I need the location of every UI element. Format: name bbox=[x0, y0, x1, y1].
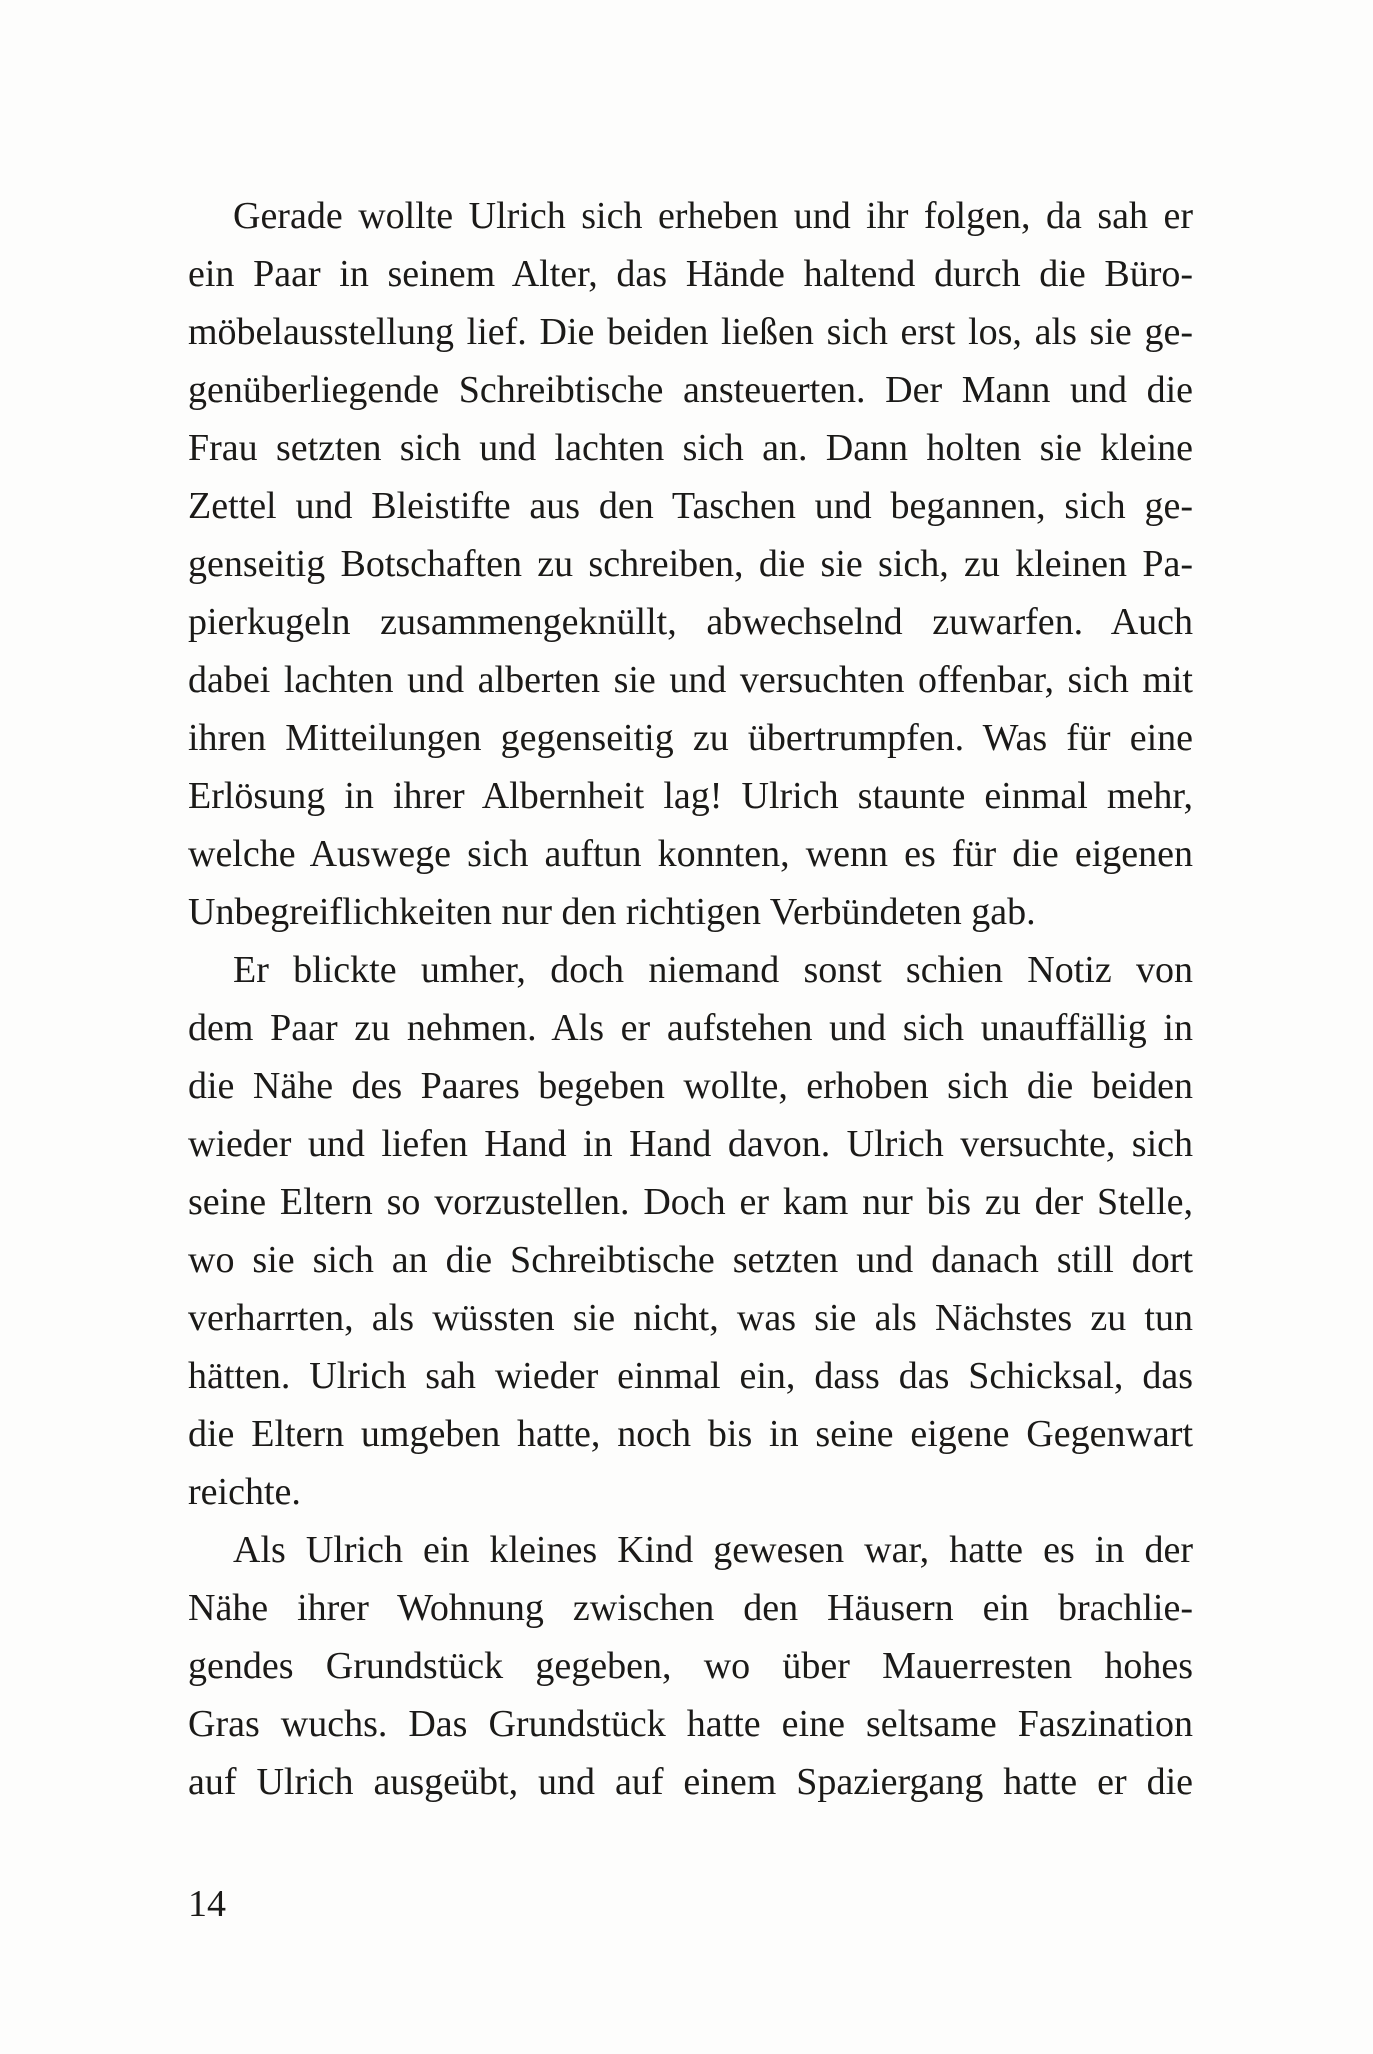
text-line: dem Paar zu nehmen. Als er aufstehen und sich unauffällig in bbox=[188, 1007, 1193, 1049]
text-line: Nähe ihrer Wohnung zwischen den Häusern ein brachlie- bbox=[188, 1587, 1193, 1629]
text-line: wo sie sich an die Schreibtische setzten und danach still dort bbox=[188, 1239, 1193, 1281]
text-line: Gras wuchs. Das Grundstück hatte eine seltsame Faszination bbox=[188, 1703, 1193, 1745]
text-line: genseitig Botschaften zu schreiben, die sie sich, zu kleinen Pa- bbox=[188, 543, 1193, 585]
text-line: möbelausstellung lief. Die beiden ließen sich erst los, als sie ge- bbox=[188, 311, 1193, 353]
text-line: welche Auswege sich auftun konnten, wenn es für die eigenen bbox=[188, 833, 1193, 875]
text-line: hätten. Ulrich sah wieder einmal ein, dass das Schicksal, das bbox=[188, 1355, 1193, 1397]
text-block bbox=[188, 187, 1193, 1811]
text-line: die Eltern umgeben hatte, noch bis in seine eigene Gegenwart bbox=[188, 1413, 1193, 1455]
text-line: Als Ulrich ein kleines Kind gewesen war, hatte es in der bbox=[233, 1529, 1193, 1571]
text-line: Frau setzten sich und lachten sich an. Dann holten sie kleine bbox=[188, 427, 1193, 469]
text-line: reichte. bbox=[188, 1471, 301, 1513]
text-line: pierkugeln zusammengeknüllt, abwechselnd zuwarfen. Auch bbox=[188, 601, 1193, 643]
text-line: Zettel und Bleistifte aus den Taschen und begannen, sich ge- bbox=[188, 485, 1193, 527]
text-line: genüberliegende Schreibtische ansteuerten. Der Mann und die bbox=[188, 369, 1193, 411]
text-line: dabei lachten und alberten sie und versuchten offenbar, sich mit bbox=[188, 659, 1193, 701]
text-line: ihren Mitteilungen gegenseitig zu übertrumpfen. Was für eine bbox=[188, 717, 1193, 759]
text-line: seine Eltern so vorzustellen. Doch er kam nur bis zu der Stelle, bbox=[188, 1181, 1193, 1223]
text-line: auf Ulrich ausgeübt, und auf einem Spaziergang hatte er die bbox=[188, 1761, 1193, 1803]
page-number: 14 bbox=[188, 1883, 226, 1925]
text-line: die Nähe des Paares begeben wollte, erhoben sich die beiden bbox=[188, 1065, 1193, 1107]
text-line: Gerade wollte Ulrich sich erheben und ihr folgen, da sah er bbox=[233, 195, 1193, 237]
text-line: Unbegreiflichkeiten nur den richtigen Verbündeten gab. bbox=[188, 891, 1036, 933]
text-line: gendes Grundstück gegeben, wo über Mauerresten hohes bbox=[188, 1645, 1193, 1687]
text-line: ein Paar in seinem Alter, das Hände haltend durch die Büro- bbox=[188, 253, 1193, 295]
text-line: Er blickte umher, doch niemand sonst schien Notiz von bbox=[233, 949, 1193, 991]
text-line: wieder und liefen Hand in Hand davon. Ulrich versuchte, sich bbox=[188, 1123, 1193, 1165]
text-line: verharrten, als wüssten sie nicht, was sie als Nächstes zu tun bbox=[188, 1297, 1193, 1339]
text-line: Erlösung in ihrer Albernheit lag! Ulrich staunte einmal mehr, bbox=[188, 775, 1193, 817]
